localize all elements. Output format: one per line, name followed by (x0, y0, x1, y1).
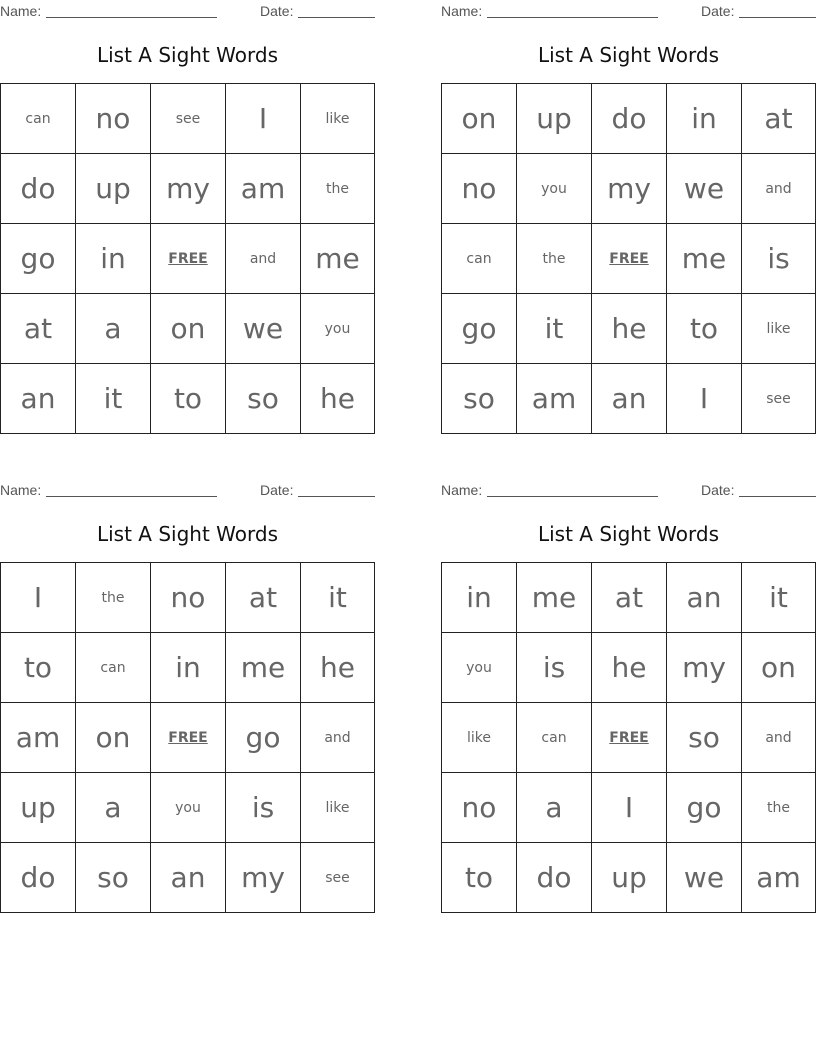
word-cell: no (151, 563, 226, 633)
word-cell: no (442, 773, 517, 843)
word-cell: do (1, 154, 76, 224)
word-cell: at (592, 563, 667, 633)
word-grid (441, 83, 816, 434)
card-title: List A Sight Words (537, 43, 719, 67)
word-cell: an (592, 364, 667, 434)
word-cell: me (301, 224, 375, 294)
card-header (441, 3, 816, 19)
word-grid (441, 562, 816, 913)
word-cell: so (76, 843, 151, 913)
word-cell: the (742, 773, 816, 843)
name-label: Name: (0, 3, 42, 19)
word-cell: an (151, 843, 226, 913)
word-cell: he (301, 364, 375, 434)
word-cell: on (442, 84, 517, 154)
word-cell: do (1, 843, 76, 913)
word-cell: am (1, 703, 76, 773)
word-cell: a (76, 294, 151, 364)
word-cell: he (301, 633, 375, 703)
word-cell: to (151, 364, 226, 434)
word-cell: up (76, 154, 151, 224)
word-cell: at (226, 563, 301, 633)
word-cell: go (442, 294, 517, 364)
date-blank (298, 17, 375, 18)
word-cell: we (226, 294, 301, 364)
card-header (0, 3, 375, 19)
word-cell: and (742, 703, 816, 773)
word-cell: so (442, 364, 517, 434)
date-blank (739, 496, 816, 497)
word-cell: is (742, 224, 816, 294)
name-label: Name: (441, 482, 483, 498)
card-title: List A Sight Words (96, 43, 278, 67)
name-blank (487, 17, 658, 18)
word-cell: can (1, 84, 76, 154)
word-cell: am (226, 154, 301, 224)
date-label: Date: (260, 482, 294, 498)
word-cell: an (1, 364, 76, 434)
word-cell: do (592, 84, 667, 154)
free-space: FREE (592, 224, 667, 294)
word-cell: can (442, 224, 517, 294)
word-cell: like (301, 84, 375, 154)
word-cell: is (517, 633, 592, 703)
word-cell: to (667, 294, 742, 364)
free-space: FREE (592, 703, 667, 773)
bingo-card (441, 0, 816, 415)
word-cell: an (667, 563, 742, 633)
word-cell: in (667, 84, 742, 154)
word-cell: you (517, 154, 592, 224)
word-cell: it (742, 563, 816, 633)
word-cell: and (226, 224, 301, 294)
word-cell: my (592, 154, 667, 224)
word-cell: no (442, 154, 517, 224)
word-cell: he (592, 633, 667, 703)
word-cell: is (226, 773, 301, 843)
word-cell: to (442, 843, 517, 913)
word-cell: I (226, 84, 301, 154)
card-title: List A Sight Words (96, 522, 278, 546)
word-cell: my (667, 633, 742, 703)
word-cell: you (151, 773, 226, 843)
name-blank (46, 496, 217, 497)
word-grid (0, 83, 375, 434)
word-cell: you (301, 294, 375, 364)
word-cell: like (742, 294, 816, 364)
word-cell: at (742, 84, 816, 154)
word-cell: me (517, 563, 592, 633)
word-cell: the (301, 154, 375, 224)
word-cell: up (517, 84, 592, 154)
word-cell: it (301, 563, 375, 633)
word-cell: you (442, 633, 517, 703)
word-cell: do (517, 843, 592, 913)
bingo-card (0, 479, 375, 894)
word-cell: a (76, 773, 151, 843)
word-cell: so (667, 703, 742, 773)
word-cell: me (226, 633, 301, 703)
word-cell: in (151, 633, 226, 703)
card-header (0, 482, 375, 498)
free-space: FREE (151, 703, 226, 773)
word-cell: on (742, 633, 816, 703)
word-cell: my (226, 843, 301, 913)
word-cell: it (76, 364, 151, 434)
word-cell: a (517, 773, 592, 843)
word-cell: and (742, 154, 816, 224)
word-cell: on (151, 294, 226, 364)
word-cell: like (442, 703, 517, 773)
word-cell: like (301, 773, 375, 843)
date-blank (298, 496, 375, 497)
word-cell: can (517, 703, 592, 773)
name-label: Name: (0, 482, 42, 498)
word-grid (0, 562, 375, 913)
word-cell: go (667, 773, 742, 843)
word-cell: see (742, 364, 816, 434)
word-cell: it (517, 294, 592, 364)
name-label: Name: (441, 3, 483, 19)
word-cell: the (517, 224, 592, 294)
word-cell: so (226, 364, 301, 434)
word-cell: in (442, 563, 517, 633)
word-cell: see (301, 843, 375, 913)
word-cell: am (742, 843, 816, 913)
word-cell: he (592, 294, 667, 364)
word-cell: up (592, 843, 667, 913)
word-cell: and (301, 703, 375, 773)
word-cell: am (517, 364, 592, 434)
word-cell: I (667, 364, 742, 434)
word-cell: I (1, 563, 76, 633)
free-space: FREE (151, 224, 226, 294)
card-title: List A Sight Words (537, 522, 719, 546)
word-cell: go (226, 703, 301, 773)
date-label: Date: (701, 3, 735, 19)
word-cell: see (151, 84, 226, 154)
name-blank (487, 496, 658, 497)
word-cell: to (1, 633, 76, 703)
word-cell: up (1, 773, 76, 843)
date-label: Date: (260, 3, 294, 19)
word-cell: I (592, 773, 667, 843)
word-cell: we (667, 154, 742, 224)
word-cell: can (76, 633, 151, 703)
bingo-card (0, 0, 375, 415)
date-blank (739, 17, 816, 18)
word-cell: go (1, 224, 76, 294)
bingo-card (441, 479, 816, 894)
word-cell: me (667, 224, 742, 294)
word-cell: no (76, 84, 151, 154)
word-cell: at (1, 294, 76, 364)
word-cell: on (76, 703, 151, 773)
word-cell: we (667, 843, 742, 913)
word-cell: in (76, 224, 151, 294)
word-cell: the (76, 563, 151, 633)
name-blank (46, 17, 217, 18)
word-cell: my (151, 154, 226, 224)
date-label: Date: (701, 482, 735, 498)
card-header (441, 482, 816, 498)
